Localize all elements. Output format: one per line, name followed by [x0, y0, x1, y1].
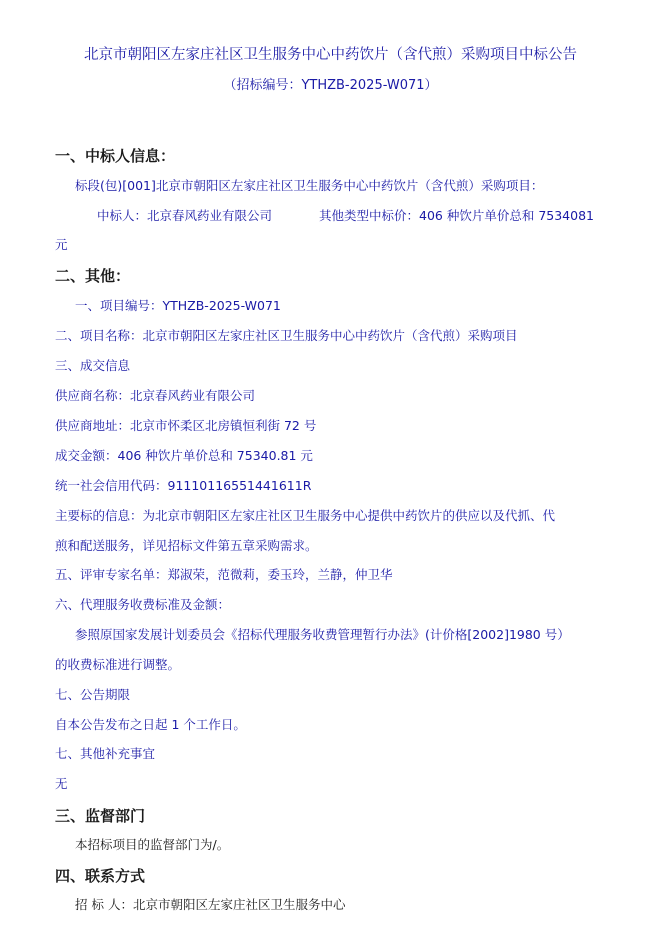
- contact-line: 招 标 人：北京市朝阳区左家庄社区卫生服务中心: [75, 897, 346, 912]
- deal-info-heading: 三、成交信息: [55, 358, 131, 373]
- credit-code: 统一社会信用代码：91110116551441611R: [55, 478, 312, 493]
- price-value: 406 种饮片单价总和 7534081: [419, 208, 594, 223]
- section-other-heading: 二、其他：: [55, 267, 131, 285]
- period-heading: 七、公告期限: [55, 687, 131, 702]
- fee-line-1: 参照原国家发展计划委员会《招标代理服务收费管理暂行办法》(计价格[2002]1980 号）: [75, 627, 570, 642]
- price-unit: 元: [55, 237, 68, 252]
- supplier-name: 供应商名称：北京春风药业有限公司: [55, 388, 256, 403]
- price-line: [319, 208, 594, 224]
- deal-amount: 成交金额：406 种饮片单价总和 75340.81 元: [55, 448, 313, 463]
- fee-line-2: 的收费标准进行调整。: [55, 657, 181, 672]
- lot-line: 标段(包)[001]北京市朝阳区左家庄社区卫生服务中心中药饮片（含代煎）采购项目：: [75, 178, 544, 193]
- other-matters-heading: 七、其他补充事宜: [55, 746, 156, 761]
- subject-info-line-1: 主要标的信息：为北京市朝阳区左家庄社区卫生服务中心提供中药饮片的供应以及代抓、代: [55, 508, 556, 523]
- page-title: 北京市朝阳区左家庄社区卫生服务中心中药饮片（含代煎）采购项目中标公告: [84, 47, 577, 63]
- project-name: 二、项目名称：北京市朝阳区左家庄社区卫生服务中心中药饮片（含代煎）采购项目: [55, 328, 518, 343]
- section-winner-heading: 一、中标人信息：: [55, 147, 176, 165]
- tender-number: （招标编号：YTHZB-2025-W071）: [223, 78, 438, 93]
- project-number: 一、项目编号：YTHZB-2025-W071: [75, 298, 281, 313]
- fee-heading: 六、代理服务收费标准及金额：: [55, 597, 231, 612]
- period-text: 自本公告发布之日起 1 个工作日。: [55, 717, 246, 732]
- section-contact-heading: 四、联系方式: [55, 867, 146, 885]
- winner-line: [97, 208, 272, 224]
- subject-info-line-2: 煎和配送服务，详见招标文件第五章采购需求。: [55, 538, 318, 553]
- winner-label: 中标人：: [97, 208, 148, 223]
- other-matters-text: 无: [55, 776, 68, 791]
- price-label: 其他类型中标价：: [319, 208, 420, 223]
- supervision-text: 本招标项目的监督部门为/。: [75, 837, 230, 852]
- winner-name: 北京春风药业有限公司: [147, 208, 273, 223]
- supplier-address: 供应商地址：北京市怀柔区北房镇恒利街 72 号: [55, 418, 317, 433]
- section-supervision-heading: 三、监督部门: [55, 807, 146, 825]
- expert-list: 五、评审专家名单：郑淑荣，范微莉，委玉玲，兰静，仲卫华: [55, 567, 393, 582]
